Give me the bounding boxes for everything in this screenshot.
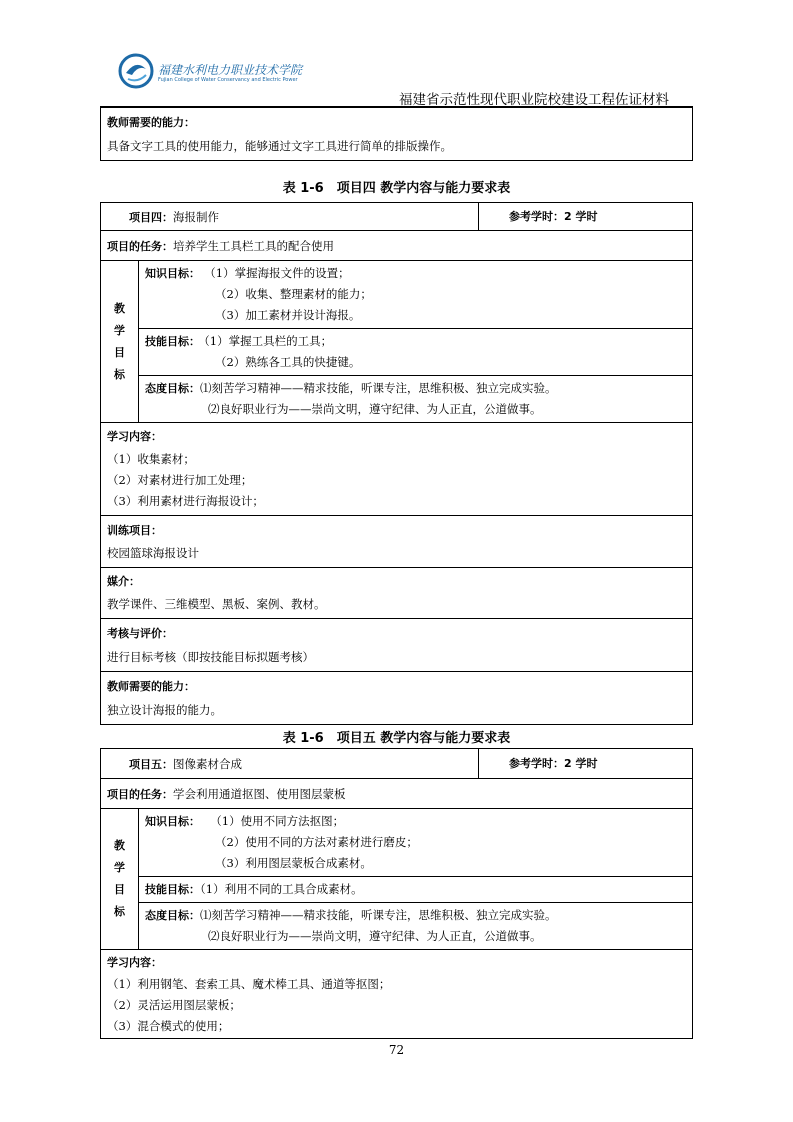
content-item: （2）对素材进行加工处理； bbox=[107, 473, 253, 487]
table4-caption: 表 1-6 项目四 教学内容与能力要求表 bbox=[282, 181, 511, 196]
media-label: 媒介： bbox=[107, 575, 140, 588]
logo-subtext: Fujian College of Water Conservancy and Electric Power bbox=[158, 77, 298, 83]
teacher-value: 独立设计海报的能力。 bbox=[107, 703, 222, 717]
attitude-item: ⑴刻苦学习精神——精求技能，听课专注，思维积极、独立完成实验。 bbox=[200, 381, 557, 395]
teacher-ability-row bbox=[101, 108, 692, 160]
attitude-label: 态度目标： bbox=[145, 909, 200, 922]
task-value: 学会利用通道抠图、使用图层蒙板 bbox=[173, 787, 346, 801]
attitude-goals bbox=[139, 903, 692, 949]
goals-row bbox=[101, 261, 692, 423]
knowledge-item: （1）掌握海报文件的设置； bbox=[210, 266, 350, 280]
table5 bbox=[100, 748, 693, 1039]
side-char: 学 bbox=[114, 861, 125, 874]
knowledge-item: （3）利用图层蒙板合成素材。 bbox=[215, 856, 372, 870]
project-value: 图像素材合成 bbox=[173, 757, 242, 771]
attitude-item: ⑴刻苦学习精神——精求技能，听课专注，思维积极、独立完成实验。 bbox=[200, 908, 557, 922]
side-char: 标 bbox=[114, 367, 125, 381]
side-char: 目 bbox=[114, 345, 125, 359]
content-label: 学习内容： bbox=[107, 956, 162, 969]
college-logo bbox=[118, 53, 303, 93]
page-number: 72 bbox=[388, 1043, 405, 1057]
skill-goals bbox=[139, 329, 692, 376]
skill-label: 技能目标： bbox=[145, 883, 200, 896]
hours-label: 参考学时：2 学时 bbox=[509, 210, 598, 223]
teacher-ability-value: 具备文字工具的使用能力，能够通过文字工具进行简单的排版操作。 bbox=[107, 139, 452, 153]
attitude-label: 态度目标： bbox=[145, 382, 200, 395]
prev-table bbox=[100, 107, 693, 161]
knowledge-goals bbox=[139, 261, 692, 329]
content-item: （3）混合模式的使用； bbox=[107, 1019, 230, 1033]
assess-label: 考核与评价： bbox=[107, 627, 173, 640]
knowledge-item: （2）使用不同的方法对素材进行磨皮； bbox=[215, 835, 418, 849]
skill-label: 技能目标： bbox=[145, 335, 200, 348]
header-title: 福建省示范性现代职业院校建设工程佐证材料 bbox=[399, 92, 669, 108]
project-label: 项目五： bbox=[129, 758, 173, 771]
side-char: 教 bbox=[114, 301, 125, 315]
side-char: 学 bbox=[114, 323, 125, 337]
goals-side-label bbox=[101, 261, 139, 422]
content-item: （2）灵活运用图层蒙板； bbox=[107, 998, 241, 1012]
content-label: 学习内容： bbox=[107, 430, 162, 443]
side-char: 标 bbox=[114, 905, 125, 918]
teacher-ability-label: 教师需要的能力： bbox=[107, 116, 195, 129]
knowledge-label: 知识目标： bbox=[145, 267, 200, 280]
goals-row bbox=[101, 809, 692, 950]
content-item: （3）利用素材进行海报设计； bbox=[107, 494, 264, 508]
content-item: （1）利用钢笔、套索工具、魔术棒工具、通道等抠图； bbox=[107, 977, 391, 991]
project-row bbox=[101, 203, 692, 231]
task-label: 项目的任务： bbox=[107, 240, 173, 253]
table5-caption: 表 1-6 项目五 教学内容与能力要求表 bbox=[282, 731, 511, 746]
teacher-label: 教师需要的能力： bbox=[107, 680, 195, 693]
project-label: 项目四： bbox=[129, 211, 173, 224]
attitude-item: ⑵良好职业行为——崇尚文明，遵守纪律、为人正直，公道做事。 bbox=[208, 402, 542, 416]
assess-value: 进行目标考核（即按技能目标拟题考核） bbox=[107, 650, 314, 664]
hours-label: 参考学时：2 学时 bbox=[509, 757, 598, 770]
knowledge-item: （1）使用不同方法抠图； bbox=[216, 814, 345, 828]
goals-side-label bbox=[101, 809, 139, 949]
skill-item: （1）掌握工具栏的工具； bbox=[204, 334, 333, 348]
project-row bbox=[101, 749, 692, 779]
assess-row bbox=[101, 619, 692, 672]
table4 bbox=[100, 202, 693, 725]
knowledge-label: 知识目标： bbox=[145, 815, 200, 828]
skill-item: （2）熟练各工具的快捷键。 bbox=[215, 355, 361, 369]
content-row bbox=[101, 423, 692, 516]
logo-text: 福建水利电力职业技术学院 bbox=[158, 63, 303, 77]
project-value: 海报制作 bbox=[173, 210, 219, 224]
side-char: 目 bbox=[114, 883, 125, 896]
knowledge-goals bbox=[139, 809, 692, 877]
task-row bbox=[101, 231, 692, 261]
content-item: （1）收集素材； bbox=[107, 452, 195, 466]
skill-goals bbox=[139, 877, 692, 903]
teacher-row bbox=[101, 672, 692, 724]
task-label: 项目的任务： bbox=[107, 788, 173, 801]
training-row bbox=[101, 516, 692, 568]
knowledge-item: （3）加工素材并设计海报。 bbox=[215, 308, 361, 322]
knowledge-item: （2）收集、整理素材的能力； bbox=[215, 287, 372, 301]
media-row bbox=[101, 568, 692, 619]
attitude-item: ⑵良好职业行为——崇尚文明，遵守纪律、为人正直，公道做事。 bbox=[208, 929, 542, 943]
training-label: 训练项目： bbox=[107, 524, 162, 537]
media-value: 教学课件、三维模型、黑板、案例、教材。 bbox=[107, 597, 326, 611]
task-row bbox=[101, 779, 692, 809]
attitude-goals bbox=[139, 376, 692, 422]
content-row bbox=[101, 950, 692, 1038]
task-value: 培养学生工具栏工具的配合使用 bbox=[173, 239, 334, 253]
training-value: 校园篮球海报设计 bbox=[107, 546, 199, 560]
logo-emblem-icon bbox=[118, 53, 154, 89]
side-char: 教 bbox=[114, 839, 125, 852]
skill-item: （1）利用不同的工具合成素材。 bbox=[200, 882, 363, 896]
